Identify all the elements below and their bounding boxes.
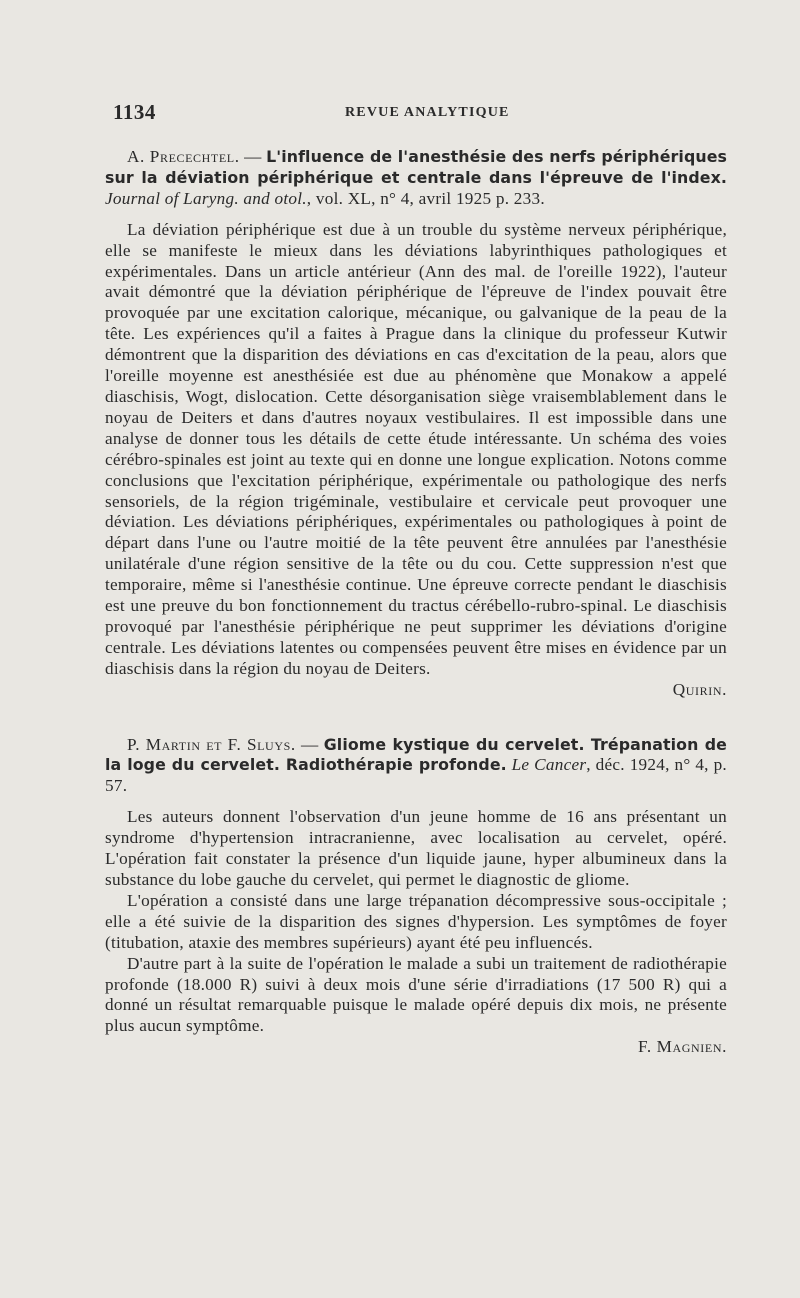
article-paragraph: La déviation périphérique est due à un trouble du système nerveux périphérique, elle se manifeste le mieux dans les déviations labyrinthiques pathologiques et expérimentales. Dans un article antérieur (Ann des mal. de l'oreille 1922), l'auteur avait démontré que la déviation périphérique de l'épreuve de l'index pouvait être provoquée par une excitation calorique, mécanique, ou galvanique de la peau de la tête. Les expériences qu'il a faites à Prague dans la clinique du professeur Kutwir démontrent que la disparition des déviations en cas d'excitation de la peau, alors que l'oreille moyenne est anesthésiée est due au phénomène que Monakow a appelé diaschisis, Wogt, dislocation. Cette désorganisation siège vraisemblablement dans le noyau de Deiters et dans d'autres noyaux vestibulaires. Il est impossible dans une analyse de donner tous les détails de cette étude intéressante. Un schéma des voies cérébro-spinales est joint au texte qui en donne une longue explication. Notons comme conclusions que l'excitation périphérique, expérimentale ou pathologique des nerfs sensoriels, de la région trigéminale, vestibulaire et cervicale peut provoquer une déviation. Les déviations périphériques, expérimentales ou pathologiques à point de départ dans l'une ou l'autre moitié de la tête peuvent être annulées par l'anesthésie unilatérale d'une région sensitive de la tête ou du cou. Cette suppression n'est que temporaire, même si l'anesthésie continue. Une épreuve correcte pendant le diaschisis est une preuve du bon fonctionnement du tractus cérébello-rubro-spinal. Le diaschisis provoqué par l'anesthésie périphérique ne peut supprimer les déviations d'origine centrale. Les déviations latentes ou compensées peuvent être mises en évidence par un diaschisis dans la région du noyau de Deiters. xyxy=(105,219,727,678)
journal-citation: , vol. XL, n° 4, avril 1925 p. 233. xyxy=(306,188,545,208)
journal-name: Journal of Laryng. and otol. xyxy=(105,188,307,208)
heading-dash: — xyxy=(244,147,262,166)
page-content xyxy=(105,147,727,1058)
article-martin-sluys xyxy=(105,735,727,1059)
page-number: 1134 xyxy=(113,100,156,124)
reviewer-signature: F. Magnien. xyxy=(638,1037,727,1057)
article-title: L'influence de l'anesthésie des nerfs périphériques sur la déviation périphérique et centrale dans l'épreuve de l'index. xyxy=(105,147,728,187)
page-header xyxy=(113,100,727,130)
signature-line xyxy=(105,680,727,701)
article-paragraph: Les auteurs donnent l'observation d'un jeune homme de 16 ans présentant un syndrome d'hypertension intracranienne, avec localisation au cervelet, opéré. L'opération fait constater la présence d'un liquide jaune, hyper albumineux dans la substance du lobe gauche du cervelet, qui permet le diagnostic de gliome. xyxy=(105,807,727,889)
heading-dash: — xyxy=(301,734,319,754)
article-precechtel xyxy=(105,147,727,701)
running-title: REVUE ANALYTIQUE xyxy=(345,105,510,120)
article-title: Gliome kystique du cervelet. Trépanation de la loge du cervelet. Radiothérapie profonde. xyxy=(105,734,727,775)
journal-name: Le Cancer xyxy=(511,755,587,775)
article-heading xyxy=(105,147,727,210)
article-paragraph: D'autre part à la suite de l'opération le malade a subi un traitement de radiothérapie profonde (18.000 R) suivi à deux mois d'une série d'irradiations (17 500 R) qui a donné un résultat remarquable puisque le malade opéré depuis dix mois, ne présente plus aucun symptôme. xyxy=(105,953,727,1036)
article-heading xyxy=(105,735,727,798)
article-author: P. Martin et F. Sluys. xyxy=(127,734,296,754)
reviewer-signature: Quirin. xyxy=(672,679,727,699)
article-paragraph: L'opération a consisté dans une large trépanation décompressive sous-occipitale ; elle a été suivie de la disparition des signes d'hypersion. Les symptômes de foyer (titubation, ataxie des membres supérieurs) ayant été peu influencés. xyxy=(105,890,727,952)
journal-citation: , déc. 1924, n° 4, p. 57. xyxy=(105,755,727,796)
signature-line xyxy=(105,1037,727,1058)
article-author: A. Precechtel. xyxy=(127,147,240,166)
